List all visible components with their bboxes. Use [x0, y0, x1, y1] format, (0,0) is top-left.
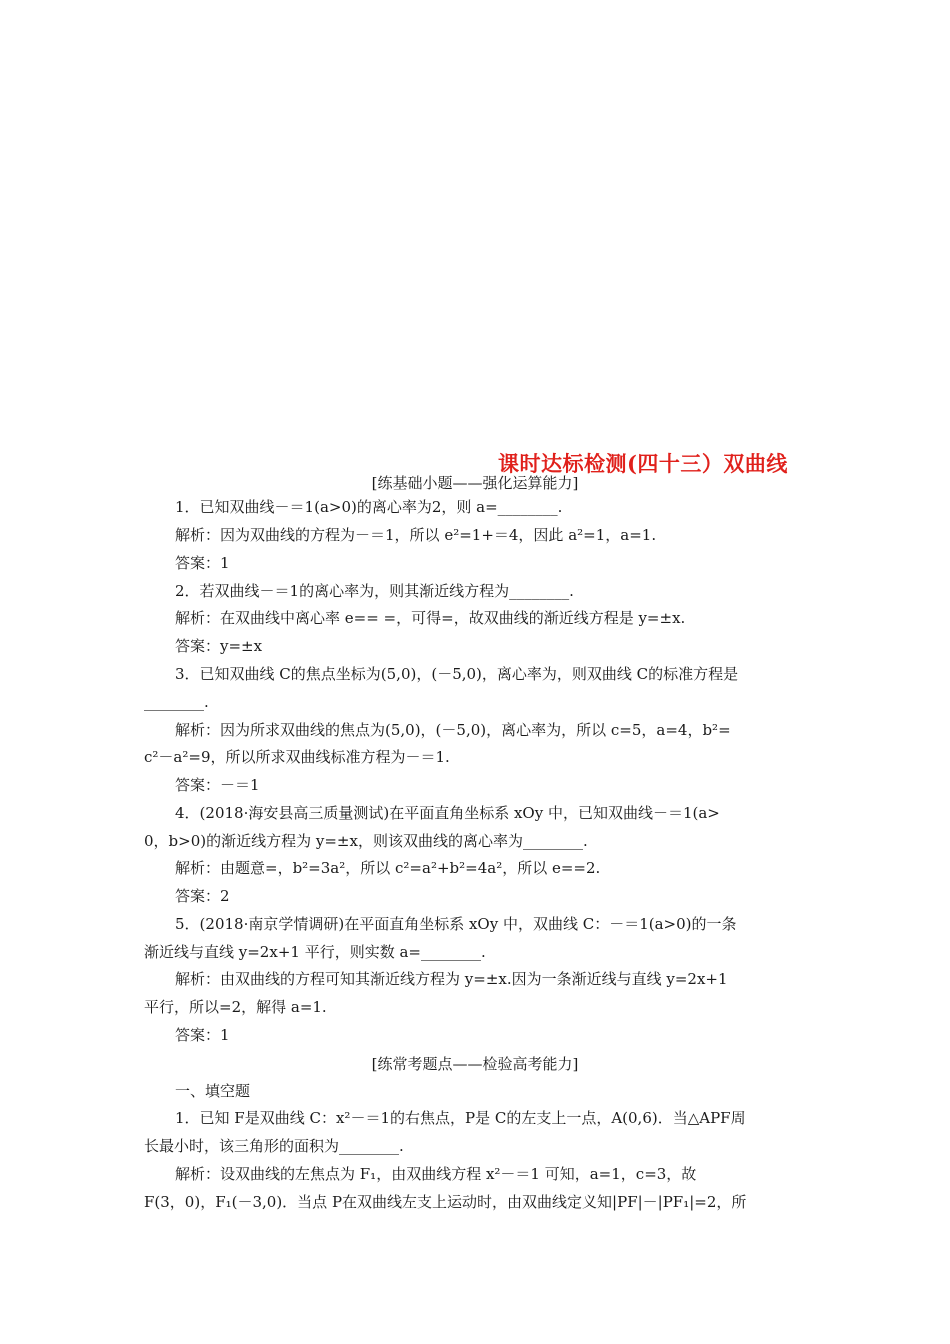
text-line: 解析：在双曲线中离心率 e== =，可得=，故双曲线的渐近线方程是 y=±x.: [175, 609, 686, 627]
page-title: 课时达标检测(四十三）双曲线: [498, 451, 788, 476]
text-line: 一、填空题: [175, 1082, 251, 1100]
text-line: 解析：因为双曲线的方程为－＝1，所以 e²=1+＝4，因此 a²=1，a=1.: [175, 526, 657, 544]
text-line: 4．(2018·海安县高三质量测试)在平面直角坐标系 xOy 中，已知双曲线－＝1(a>: [175, 804, 720, 822]
text-line: 5．(2018·南京学情调研)在平面直角坐标系 xOy 中，双曲线 C：－＝1(a>0)的一条: [175, 915, 737, 933]
text-line: 平行，所以=2，解得 a=1.: [144, 998, 327, 1016]
text-line: 解析：因为所求双曲线的焦点为(5,0)，(－5,0)，离心率为，所以 c=5，a=4，b²=: [175, 721, 731, 739]
text-line: 答案：－＝1: [175, 776, 260, 794]
text-line: 解析：设双曲线的左焦点为 F₁，由双曲线方程 x²－＝1 可知，a=1，c=3，故: [175, 1165, 697, 1183]
section-heading-frequent: [练常考题点——检验高考能力]: [371, 1055, 579, 1073]
text-line: 1．已知 F是双曲线 C：x²－＝1的右焦点，P是 C的左支上一点，A(0,6)．当△APF周: [175, 1109, 746, 1127]
text-line: 解析：由题意=，b²=3a²，所以 c²=a²+b²=4a²，所以 e==2.: [175, 859, 601, 877]
section-heading-basic: [练基础小题——强化运算能力]: [371, 474, 579, 492]
text-line: 3．已知双曲线 C的焦点坐标为(5,0)，(－5,0)，离心率为，则双曲线 C的标准方程是: [175, 665, 739, 683]
text-line: 长最小时，该三角形的面积为________.: [144, 1137, 404, 1155]
text-line: 0，b>0)的渐近线方程为 y=±x，则该双曲线的离心率为________.: [144, 832, 588, 850]
text-line: 解析：由双曲线的方程可知其渐近线方程为 y=±x.因为一条渐近线与直线 y=2x+1: [175, 970, 728, 988]
text-line: 渐近线与直线 y=2x+1 平行，则实数 a=________.: [144, 943, 486, 961]
text-line: 2．若双曲线－＝1的离心率为，则其渐近线方程为________.: [175, 582, 574, 600]
text-line: ________.: [144, 693, 209, 711]
text-line: 答案：1: [175, 1026, 230, 1044]
text-line: c²－a²=9，所以所求双曲线标准方程为－＝1.: [144, 748, 450, 766]
text-line: 答案：1: [175, 554, 230, 572]
text-line: 答案：2: [175, 887, 230, 905]
text-line: F(3，0)，F₁(－3,0)．当点 P在双曲线左支上运动时，由双曲线定义知|PF|－|PF₁|=2，所: [144, 1193, 747, 1211]
text-line: 1．已知双曲线－＝1(a>0)的离心率为2，则 a=________.: [175, 498, 563, 516]
text-line: 答案：y=±x: [175, 637, 263, 655]
